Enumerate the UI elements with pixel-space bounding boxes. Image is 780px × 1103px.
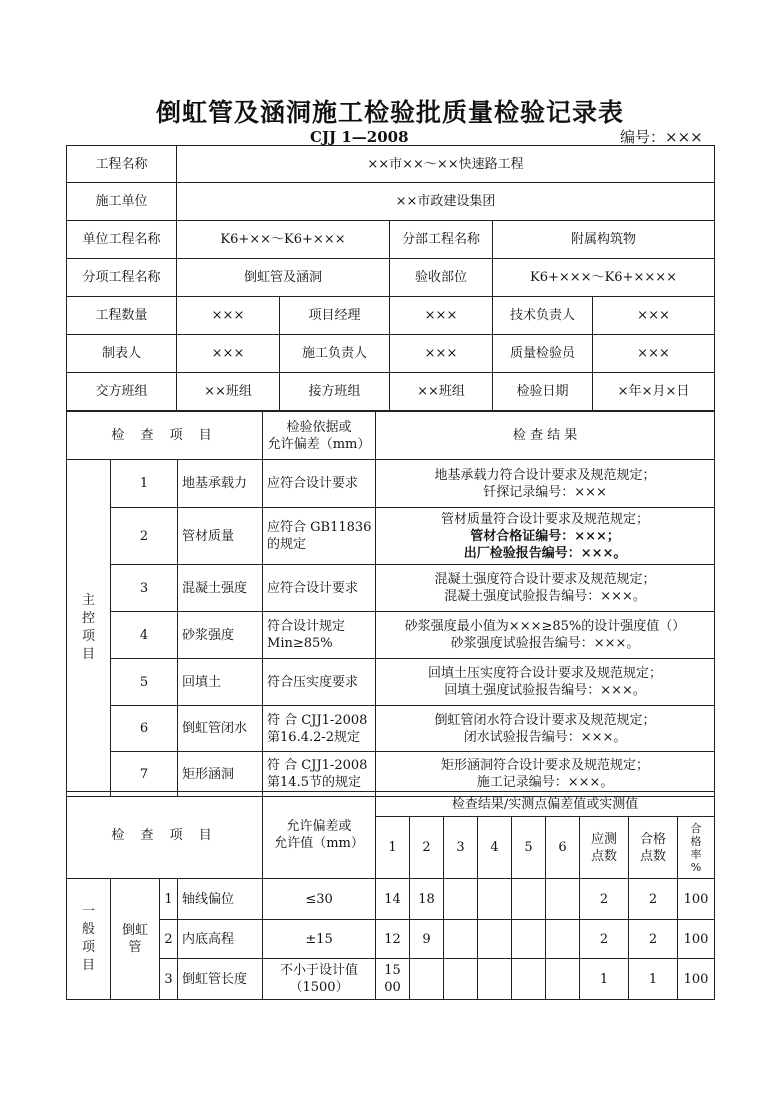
main-row-no: 7 <box>111 752 178 797</box>
tech-lead-value: ××× <box>593 297 715 335</box>
general-row-point <box>444 920 478 959</box>
construction-lead-value: ××× <box>390 335 493 373</box>
acceptance-part-label: 验收部位 <box>390 259 493 297</box>
general-row-point <box>546 959 580 1000</box>
tabulator-label: 制表人 <box>67 335 177 373</box>
main-row-item: 管材质量 <box>178 508 263 565</box>
main-row-basis: 应符合设计要求 <box>263 460 376 508</box>
main-row-no: 5 <box>111 659 178 706</box>
general-row-passed: 1 <box>629 959 678 1000</box>
subdivision-value: 倒虹管及涵洞 <box>177 259 390 297</box>
main-row-result: 倒虹管闭水符合设计要求及规范规定； 闭水试验报告编号：×××。 <box>376 706 715 752</box>
unit-project-value: K6+××～K6+××× <box>177 221 390 259</box>
general-row-tolerance: 不小于设计值 （1500） <box>263 959 376 1000</box>
general-row-point <box>512 879 546 920</box>
passed-points-header: 合格 点数 <box>629 817 678 879</box>
main-result-header: 检 查 结 果 <box>376 412 715 460</box>
general-items-header: 检 查 项 目 <box>67 792 263 879</box>
serial-value: ××× <box>665 128 703 146</box>
general-row-required: 2 <box>580 879 629 920</box>
general-row-point <box>478 959 512 1000</box>
info-table <box>66 145 715 411</box>
general-row-required: 1 <box>580 959 629 1000</box>
project-name-value: ××市××～××快速路工程 <box>177 146 715 183</box>
receiving-team-value: ××班组 <box>390 373 493 411</box>
general-tolerance-header: 允许偏差或 允许值（mm） <box>263 792 376 879</box>
point-header: 6 <box>546 817 580 879</box>
main-row-no: 2 <box>111 508 178 565</box>
contractor-label: 施工单位 <box>67 183 177 221</box>
main-row-result-line: 管材合格证编号：×××； <box>470 528 620 544</box>
main-row-basis: 应符合设计要求 <box>263 565 376 612</box>
general-row-rate: 100 <box>678 959 715 1000</box>
main-row-no: 4 <box>111 612 178 659</box>
subdivision-label: 分项工程名称 <box>67 259 177 297</box>
handover-team-value: ××班组 <box>177 373 280 411</box>
project-name-label: 工程名称 <box>67 146 177 183</box>
general-row-item: 轴线偏位 <box>178 879 263 920</box>
quantity-value: ××× <box>177 297 280 335</box>
main-control-section-label: 主 控 项 目 <box>67 460 111 797</box>
main-control-table <box>66 411 715 797</box>
main-row-basis: 应符合 GB11836 的规定 <box>263 508 376 565</box>
point-header: 5 <box>512 817 546 879</box>
point-header: 3 <box>444 817 478 879</box>
main-row-basis: 符 合 CJJ1-2008 第16.4.2-2规定 <box>263 706 376 752</box>
general-row-point: 14 <box>376 879 410 920</box>
general-row-required: 2 <box>580 920 629 959</box>
qc-inspector-label: 质量检验员 <box>493 335 593 373</box>
general-row-point <box>478 879 512 920</box>
general-row-point <box>512 920 546 959</box>
main-row-item: 矩形涵洞 <box>178 752 263 797</box>
general-row-point <box>444 959 478 1000</box>
main-items-header: 检 查 项 目 <box>67 412 263 460</box>
division-label: 分部工程名称 <box>390 221 493 259</box>
main-row-no: 1 <box>111 460 178 508</box>
main-row-result-line: 出厂检验报告编号：×××。 <box>463 545 627 561</box>
qc-inspector-value: ××× <box>593 335 715 373</box>
main-row-item: 砂浆强度 <box>178 612 263 659</box>
main-row-result: 回填土压实度符合设计要求及规范规定； 回填土强度试验报告编号：×××。 <box>376 659 715 706</box>
general-row-point <box>410 959 444 1000</box>
pass-rate-header: 合 格 率 % <box>678 817 715 879</box>
unit-project-label: 单位工程名称 <box>67 221 177 259</box>
construction-lead-label: 施工负责人 <box>280 335 390 373</box>
point-header: 2 <box>410 817 444 879</box>
general-row-no: 3 <box>160 959 178 1000</box>
general-row-rate: 100 <box>678 879 715 920</box>
general-section-label: 一 般 项 目 <box>67 879 111 1000</box>
acceptance-part-value: K6+×××～K6+×××× <box>493 259 715 297</box>
quantity-label: 工程数量 <box>67 297 177 335</box>
main-row-result <box>376 508 715 565</box>
general-group-label: 倒虹 管 <box>111 879 160 1000</box>
serial-number <box>620 126 703 147</box>
general-row-no: 2 <box>160 920 178 959</box>
main-row-item: 回填土 <box>178 659 263 706</box>
general-row-point: 15 00 <box>376 959 410 1000</box>
form-title: 倒虹管及涵洞施工检验批质量检验记录表 <box>155 98 624 127</box>
manager-value: ××× <box>390 297 493 335</box>
main-row-item: 倒虹管闭水 <box>178 706 263 752</box>
general-row-point: 9 <box>410 920 444 959</box>
general-row-passed: 2 <box>629 920 678 959</box>
contractor-value: ××市政建设集团 <box>177 183 715 221</box>
general-row-point <box>546 920 580 959</box>
handover-team-label: 交方班组 <box>67 373 177 411</box>
tech-lead-label: 技术负责人 <box>493 297 593 335</box>
general-row-point: 12 <box>376 920 410 959</box>
point-header: 1 <box>376 817 410 879</box>
main-row-basis: 符 合 CJJ1-2008 第14.5节的规定 <box>263 752 376 797</box>
main-basis-header: 检验依据或 允许偏差（mm） <box>263 412 376 460</box>
inspection-date-value: ×年×月×日 <box>593 373 715 411</box>
general-row-rate: 100 <box>678 920 715 959</box>
general-row-point <box>478 920 512 959</box>
standard-code: CJJ 1—2008 <box>310 128 409 146</box>
general-row-no: 1 <box>160 879 178 920</box>
general-row-point <box>512 959 546 1000</box>
main-row-basis: 符合压实度要求 <box>263 659 376 706</box>
serial-label: 编号： <box>620 128 666 146</box>
main-row-result: 混凝土强度符合设计要求及规范规定； 混凝土强度试验报告编号：×××。 <box>376 565 715 612</box>
main-row-item: 混凝土强度 <box>178 565 263 612</box>
general-results-header: 检查结果/实测点偏差值或实测值 <box>376 792 715 817</box>
main-row-result: 砂浆强度最小值为×××≥85%的设计强度值（） 砂浆强度试验报告编号：×××。 <box>376 612 715 659</box>
main-row-result: 地基承载力符合设计要求及规范规定； 钎探记录编号：××× <box>376 460 715 508</box>
main-row-result: 矩形涵洞符合设计要求及规范规定； 施工记录编号：×××。 <box>376 752 715 797</box>
main-row-basis: 符合设计规定 Min≥85% <box>263 612 376 659</box>
receiving-team-label: 接方班组 <box>280 373 390 411</box>
tabulator-value: ××× <box>177 335 280 373</box>
point-header: 4 <box>478 817 512 879</box>
general-row-point <box>444 879 478 920</box>
general-row-passed: 2 <box>629 879 678 920</box>
general-row-point: 18 <box>410 879 444 920</box>
general-row-tolerance: ±15 <box>263 920 376 959</box>
general-row-item: 倒虹管长度 <box>178 959 263 1000</box>
general-row-tolerance: ≤30 <box>263 879 376 920</box>
inspection-date-label: 检验日期 <box>493 373 593 411</box>
general-items-table <box>66 791 715 1000</box>
main-row-result-line: 管材质量符合设计要求及规范规定； <box>441 511 650 527</box>
division-value: 附属构筑物 <box>493 221 715 259</box>
general-row-item: 内底高程 <box>178 920 263 959</box>
general-row-point <box>546 879 580 920</box>
required-points-header: 应测 点数 <box>580 817 629 879</box>
main-row-no: 6 <box>111 706 178 752</box>
main-row-item: 地基承载力 <box>178 460 263 508</box>
manager-label: 项目经理 <box>280 297 390 335</box>
main-row-no: 3 <box>111 565 178 612</box>
